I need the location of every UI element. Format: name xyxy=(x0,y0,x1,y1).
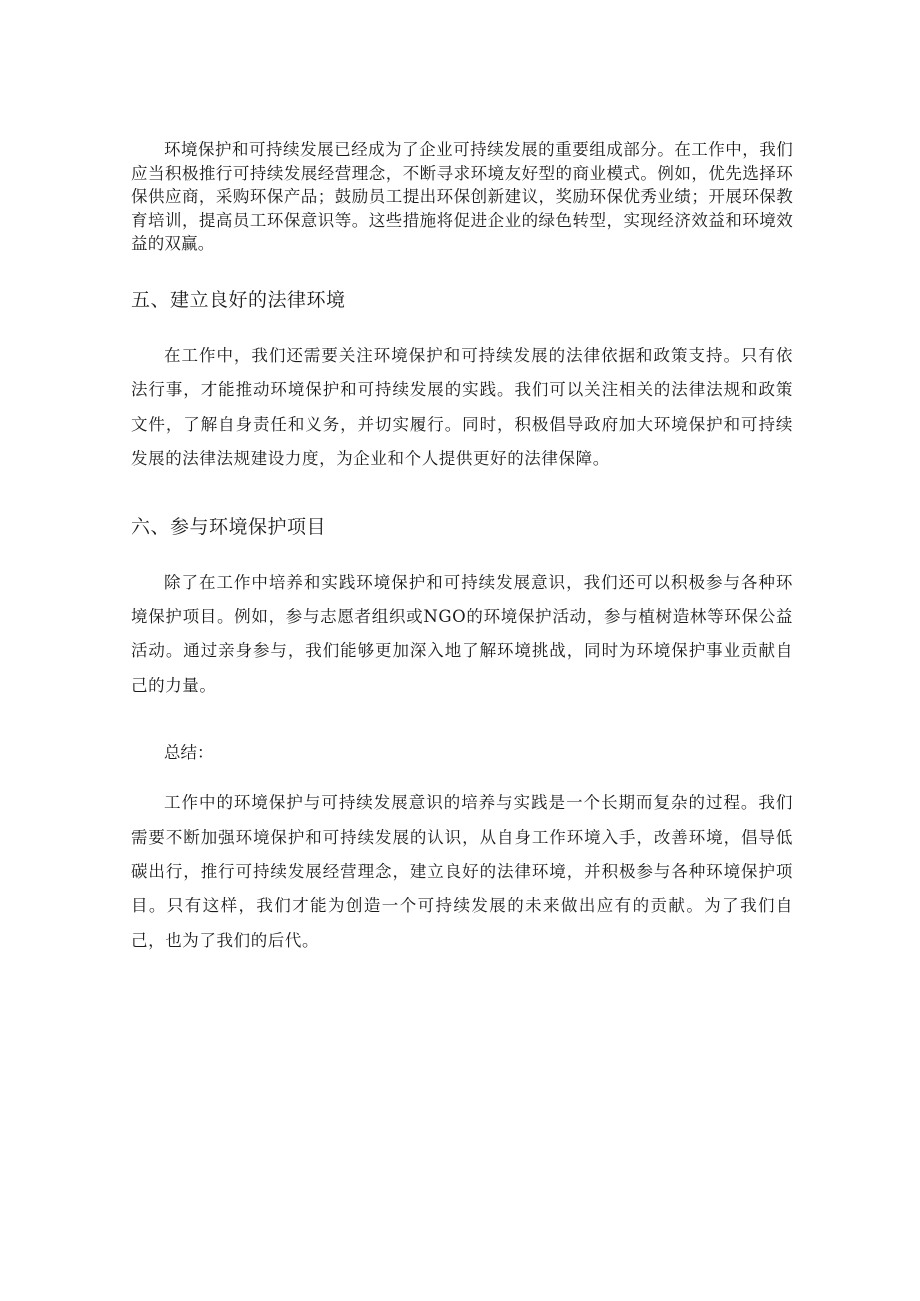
intro-paragraph: 环境保护和可持续发展已经成为了企业可持续发展的重要组成部分。在工作中，我们应当积极推行可持续发展经营理念，不断寻求环境友好型的商业模式。例如，优先选择环保供应商，采购环保产品；鼓励员工提出环保创新建议，奖励环保优秀业绩；开展环保教育培训，提高员工环保意识等。这些措施将促进企业的绿色转型，实现经济效益和环境效益的双赢。 xyxy=(131,140,793,254)
section-five-paragraph: 在工作中，我们还需要关注环境保护和可持续发展的法律依据和政策支持。只有依法行事，才能推动环境保护和可持续发展的实践。我们可以关注相关的法律法规和政策文件，了解自身责任和义务，并切实履行。同时，积极倡导政府加大环境保护和可持续发展的法律法规建设力度，为企业和个人提供更好的法律保障。 xyxy=(131,345,793,469)
section-six-paragraph: 除了在工作中培养和实践环境保护和可持续发展意识，我们还可以积极参与各种环境保护项目。例如，参与志愿者组织或NGO的环境保护活动，参与植树造林等环保公益活动。通过亲身参与，我们能够更加深入地了解环境挑战，同时为环境保护事业贡献自己的力量。 xyxy=(131,572,793,695)
section-five-heading: 五、建立良好的法律环境 xyxy=(131,288,346,311)
section-six-heading: 六、参与环境保护项目 xyxy=(131,515,327,538)
document-body xyxy=(131,138,793,991)
summary-paragraph: 工作中的环境保护与可持续发展意识的培养与实践是一个长期而复杂的过程。我们需要不断加强环境保护和可持续发展的认识，从自身工作环境入手，改善环境，倡导低碳出行，推行可持续发展经营理念，建立良好的法律环境，并积极参与各种环境保护项目。只有这样，我们才能为创造一个可持续发展的未来做出应有的贡献。为了我们自己，也为了我们的后代。 xyxy=(131,793,793,950)
summary-label: 总结： xyxy=(164,743,214,763)
